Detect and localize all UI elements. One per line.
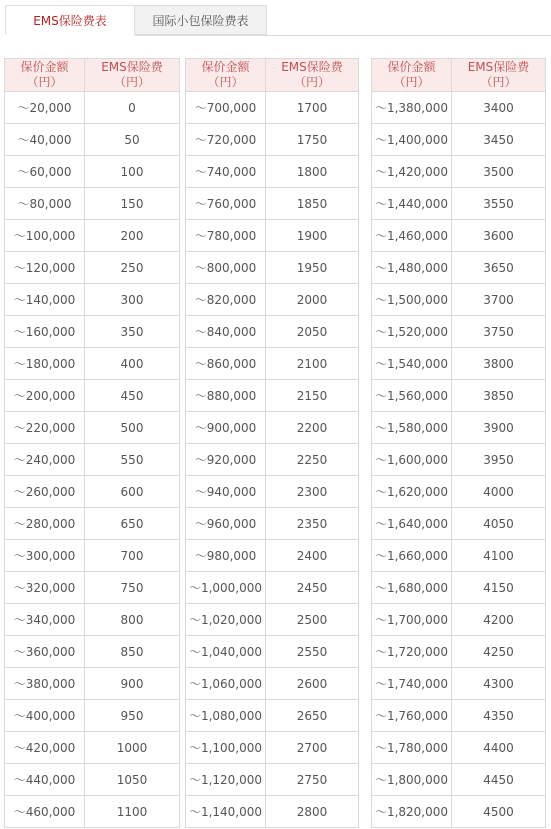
tab-ems-insurance[interactable]: EMS保险费表 [5,5,135,35]
header-ems-fee [85,59,180,92]
insurance-fee-cell: 200 [85,220,180,252]
table-row [5,668,180,700]
insurance-fee-cell: 350 [85,316,180,348]
insurance-fee-cell: 3450 [452,124,546,156]
table-row [5,252,180,284]
table-row [186,92,359,124]
table-row [372,252,546,284]
table-row [372,124,546,156]
insured-amount-cell: ～940,000 [186,476,266,508]
table-row [186,316,359,348]
insurance-table-2 [185,58,359,828]
insured-amount-cell: ～800,000 [186,252,266,284]
header-amount-label: 保价金额 [20,60,69,74]
table-row [5,348,180,380]
header-amount-label: 保价金额 [387,60,436,74]
table-row [372,220,546,252]
insured-amount-cell: ～980,000 [186,540,266,572]
insured-amount-cell: ～1,600,000 [372,444,452,476]
table-row [372,380,546,412]
table-row [5,156,180,188]
table-row [372,444,546,476]
insurance-fee-cell: 4050 [452,508,546,540]
table-row [372,636,546,668]
insured-amount-cell: ～260,000 [5,476,85,508]
insured-amount-cell: ～20,000 [5,92,85,124]
insured-amount-cell: ～220,000 [5,412,85,444]
insured-amount-cell: ～1,420,000 [372,156,452,188]
insurance-fee-cell: 2150 [266,380,359,412]
insurance-fee-cell: 4350 [452,700,546,732]
header-insured-amount [186,59,266,92]
insured-amount-cell: ～780,000 [186,220,266,252]
table-row [5,284,180,316]
table-row [186,380,359,412]
table-row [5,572,180,604]
table-row [5,220,180,252]
insurance-fee-cell: 3950 [452,444,546,476]
header-fee-label: EMS保险费 [101,60,163,74]
insurance-fee-cell: 500 [85,412,180,444]
insured-amount-cell: ～1,460,000 [372,220,452,252]
insurance-fee-cell: 2200 [266,412,359,444]
table-row [5,636,180,668]
table-header-row [372,59,546,92]
insured-amount-cell: ～1,060,000 [186,668,266,700]
insured-amount-cell: ～1,800,000 [372,764,452,796]
insurance-fee-cell: 3600 [452,220,546,252]
table-row [372,348,546,380]
insurance-fee-cell: 4200 [452,604,546,636]
insured-amount-cell: ～740,000 [186,156,266,188]
insurance-fee-cell: 3900 [452,412,546,444]
table-row [186,348,359,380]
insurance-table-1 [4,58,180,828]
table-row [372,572,546,604]
table-row [186,572,359,604]
insured-amount-cell: ～1,140,000 [186,796,266,828]
insurance-fee-cell: 3800 [452,348,546,380]
table-row [5,380,180,412]
insurance-fee-cell: 400 [85,348,180,380]
table-row [372,764,546,796]
table-row [186,700,359,732]
table-row [5,476,180,508]
table-row [372,796,546,828]
table-row [186,668,359,700]
insured-amount-cell: ～1,380,000 [372,92,452,124]
insurance-fee-cell: 700 [85,540,180,572]
insured-amount-cell: ～340,000 [5,604,85,636]
table-row [372,412,546,444]
insured-amount-cell: ～140,000 [5,284,85,316]
insured-amount-cell: ～80,000 [5,188,85,220]
table-row [5,412,180,444]
table-row [5,188,180,220]
insured-amount-cell: ～400,000 [5,700,85,732]
insured-amount-cell: ～380,000 [5,668,85,700]
table-row [5,92,180,124]
insured-amount-cell: ～1,560,000 [372,380,452,412]
insurance-fee-cell: 3700 [452,284,546,316]
insured-amount-cell: ～1,120,000 [186,764,266,796]
header-amount-label: 保价金额 [201,60,250,74]
table-row [186,636,359,668]
table-row [372,476,546,508]
table-row [186,732,359,764]
insured-amount-cell: ～1,480,000 [372,252,452,284]
insurance-fee-cell: 2000 [266,284,359,316]
insurance-fee-cell: 3850 [452,380,546,412]
table-row [5,604,180,636]
insurance-fee-cell: 800 [85,604,180,636]
insurance-fee-cell: 0 [85,92,180,124]
table-row [372,156,546,188]
insured-amount-cell: ～1,760,000 [372,700,452,732]
table-row [186,444,359,476]
header-fee-unit: （円） [480,75,517,89]
insurance-fee-cell: 2350 [266,508,359,540]
table-row [5,732,180,764]
insurance-fee-cell: 3400 [452,92,546,124]
insured-amount-cell: ～1,640,000 [372,508,452,540]
insured-amount-cell: ～60,000 [5,156,85,188]
insured-amount-cell: ～1,780,000 [372,732,452,764]
insurance-fee-cell: 650 [85,508,180,540]
table-row [186,252,359,284]
insured-amount-cell: ～700,000 [186,92,266,124]
table-row [186,508,359,540]
insured-amount-cell: ～280,000 [5,508,85,540]
insurance-fee-cell: 450 [85,380,180,412]
table-row [372,316,546,348]
insured-amount-cell: ～1,820,000 [372,796,452,828]
table-row [372,188,546,220]
insurance-fee-cell: 1900 [266,220,359,252]
insured-amount-cell: ～160,000 [5,316,85,348]
header-amount-unit: （円） [26,75,63,89]
insured-amount-cell: ～1,020,000 [186,604,266,636]
insurance-fee-cell: 900 [85,668,180,700]
insurance-fee-cell: 1750 [266,124,359,156]
insured-amount-cell: ～1,580,000 [372,412,452,444]
insurance-fee-cell: 2800 [266,796,359,828]
table-row [372,604,546,636]
insured-amount-cell: ～40,000 [5,124,85,156]
table-row [186,284,359,316]
insured-amount-cell: ～760,000 [186,188,266,220]
insurance-fee-cell: 100 [85,156,180,188]
table-row [372,508,546,540]
insurance-fee-cell: 550 [85,444,180,476]
table-row [186,220,359,252]
table-row [186,412,359,444]
header-fee-unit: （円） [113,75,150,89]
insured-amount-cell: ～360,000 [5,636,85,668]
insurance-fee-cell: 2300 [266,476,359,508]
insured-amount-cell: ～180,000 [5,348,85,380]
insurance-fee-cell: 1700 [266,92,359,124]
table-header-row [186,59,359,92]
insurance-fee-cell: 950 [85,700,180,732]
tab-bar [5,5,267,36]
insurance-fee-cell: 750 [85,572,180,604]
table-row [372,732,546,764]
table-row [372,668,546,700]
table-row [186,764,359,796]
insured-amount-cell: ～1,100,000 [186,732,266,764]
insurance-fee-cell: 1800 [266,156,359,188]
tab-divider [135,35,551,36]
table-row [186,188,359,220]
insured-amount-cell: ～1,680,000 [372,572,452,604]
insurance-fee-cell: 1000 [85,732,180,764]
insured-amount-cell: ～960,000 [186,508,266,540]
insurance-fee-cell: 4150 [452,572,546,604]
insured-amount-cell: ～1,620,000 [372,476,452,508]
insured-amount-cell: ～900,000 [186,412,266,444]
insurance-fee-cell: 2650 [266,700,359,732]
table-header-row [5,59,180,92]
insurance-fee-cell: 50 [85,124,180,156]
table-row [372,540,546,572]
insurance-fee-cell: 4000 [452,476,546,508]
insured-amount-cell: ～1,440,000 [372,188,452,220]
table-row [186,156,359,188]
table-row [5,540,180,572]
tab-intl-small-packet-insurance[interactable]: 国际小包保险费表 [135,5,267,35]
insurance-fee-cell: 4300 [452,668,546,700]
insurance-fee-cell: 2050 [266,316,359,348]
insurance-fee-cell: 2600 [266,668,359,700]
insurance-fee-cell: 250 [85,252,180,284]
insured-amount-cell: ～1,040,000 [186,636,266,668]
header-insured-amount [5,59,85,92]
table-row [5,508,180,540]
insured-amount-cell: ～840,000 [186,316,266,348]
table-row [5,316,180,348]
insurance-fee-cell: 1850 [266,188,359,220]
table-row [5,124,180,156]
insured-amount-cell: ～1,000,000 [186,572,266,604]
insured-amount-cell: ～100,000 [5,220,85,252]
header-fee-label: EMS保险费 [281,60,343,74]
insured-amount-cell: ～720,000 [186,124,266,156]
insurance-fee-cell: 2250 [266,444,359,476]
insurance-fee-cell: 4400 [452,732,546,764]
insurance-fee-cell: 2550 [266,636,359,668]
header-amount-unit: （円） [393,75,430,89]
table-row [372,92,546,124]
insured-amount-cell: ～300,000 [5,540,85,572]
insured-amount-cell: ～1,500,000 [372,284,452,316]
insured-amount-cell: ～1,700,000 [372,604,452,636]
insured-amount-cell: ～1,080,000 [186,700,266,732]
header-insured-amount [372,59,452,92]
insurance-fee-cell: 3500 [452,156,546,188]
table-row [372,284,546,316]
insurance-fee-cell: 2500 [266,604,359,636]
insured-amount-cell: ～880,000 [186,380,266,412]
insurance-fee-cell: 2700 [266,732,359,764]
insurance-fee-cell: 2450 [266,572,359,604]
header-ems-fee [266,59,359,92]
insured-amount-cell: ～860,000 [186,348,266,380]
insurance-fee-cell: 4450 [452,764,546,796]
insurance-fee-cell: 3750 [452,316,546,348]
table-row [5,700,180,732]
insurance-fee-cell: 1050 [85,764,180,796]
insurance-fee-cell: 2100 [266,348,359,380]
insurance-fee-cell: 1100 [85,796,180,828]
table-row [5,796,180,828]
table-row [186,124,359,156]
insured-amount-cell: ～460,000 [5,796,85,828]
insured-amount-cell: ～440,000 [5,764,85,796]
table-row [5,444,180,476]
insurance-fee-cell: 300 [85,284,180,316]
insured-amount-cell: ～120,000 [5,252,85,284]
insured-amount-cell: ～200,000 [5,380,85,412]
insurance-fee-cell: 3550 [452,188,546,220]
header-ems-fee [452,59,546,92]
table-row [186,796,359,828]
insured-amount-cell: ～420,000 [5,732,85,764]
insured-amount-cell: ～1,520,000 [372,316,452,348]
insured-amount-cell: ～820,000 [186,284,266,316]
insured-amount-cell: ～320,000 [5,572,85,604]
insured-amount-cell: ～1,540,000 [372,348,452,380]
insured-amount-cell: ～1,720,000 [372,636,452,668]
insured-amount-cell: ～1,740,000 [372,668,452,700]
insurance-fee-cell: 3650 [452,252,546,284]
insurance-fee-cell: 850 [85,636,180,668]
header-fee-unit: （円） [293,75,330,89]
insurance-fee-cell: 1950 [266,252,359,284]
header-fee-label: EMS保险费 [467,60,530,74]
table-row [372,700,546,732]
insurance-fee-cell: 4500 [452,796,546,828]
table-row [186,604,359,636]
insurance-fee-cell: 2750 [266,764,359,796]
insured-amount-cell: ～240,000 [5,444,85,476]
table-row [186,476,359,508]
insured-amount-cell: ～920,000 [186,444,266,476]
insurance-table-3 [371,58,546,828]
insured-amount-cell: ～1,400,000 [372,124,452,156]
insurance-fee-cell: 600 [85,476,180,508]
insurance-fee-cell: 150 [85,188,180,220]
insured-amount-cell: ～1,660,000 [372,540,452,572]
insurance-fee-cell: 4250 [452,636,546,668]
table-row [186,540,359,572]
table-row [5,764,180,796]
header-amount-unit: （円） [207,75,244,89]
insurance-fee-cell: 4100 [452,540,546,572]
insurance-fee-cell: 2400 [266,540,359,572]
